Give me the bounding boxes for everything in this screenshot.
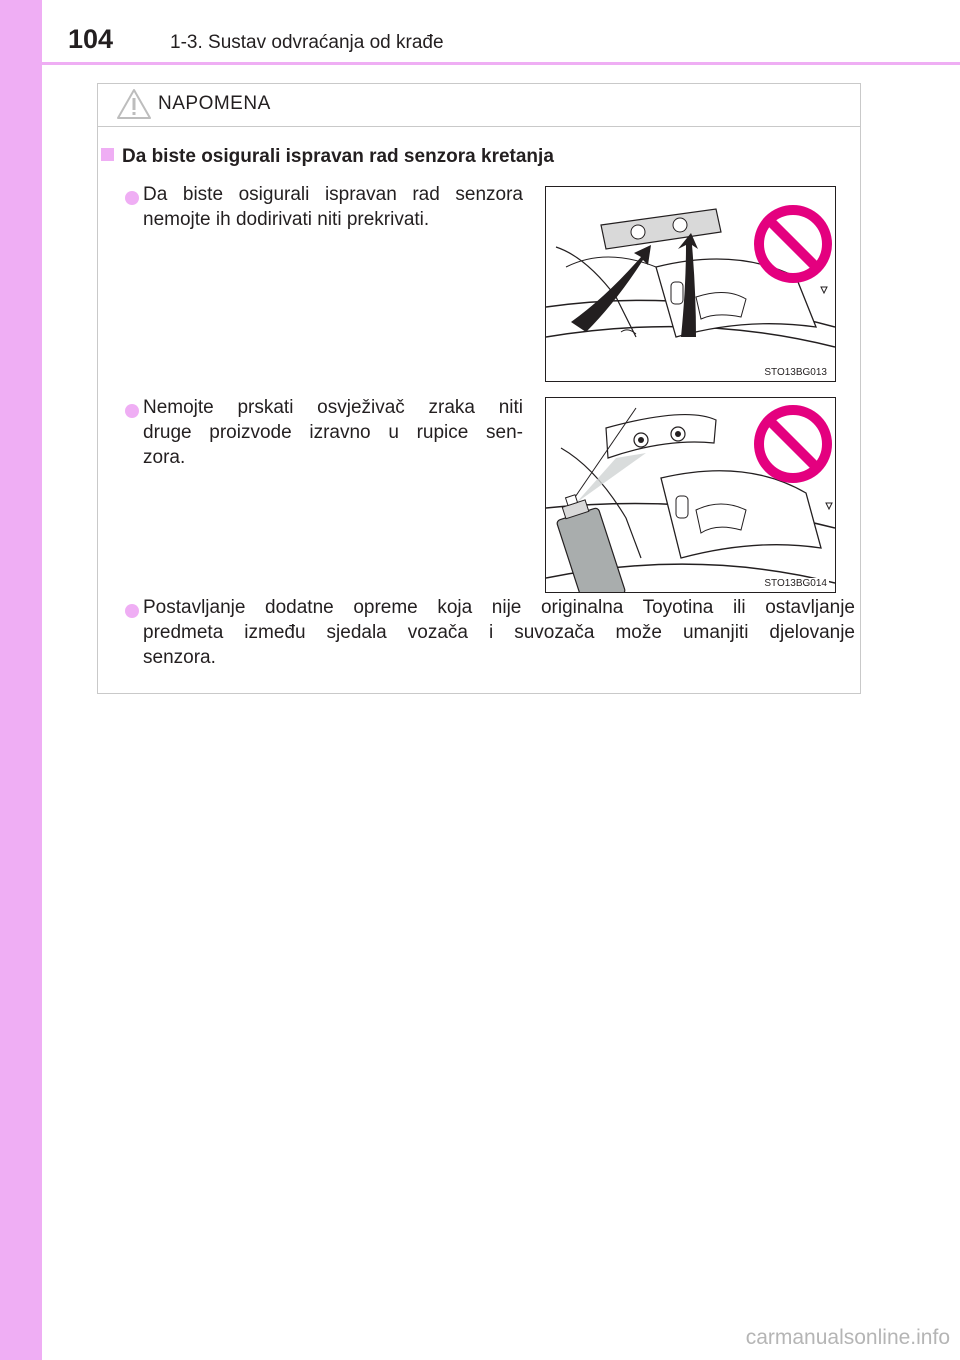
bullet-item-touch (143, 182, 523, 232)
sensor-cover-drawing (546, 187, 835, 381)
illustration-code: STO13BG013 (764, 367, 827, 378)
subheading-text: Da biste osigurali ispravan rad senzora kretanja (122, 146, 554, 167)
warning-icon (116, 88, 152, 120)
prohibition-sign-icon (759, 210, 827, 278)
bullet-line: senzora. (143, 647, 216, 668)
bullet-line: zora. (143, 447, 186, 468)
bullet-item-accessories (143, 595, 855, 670)
bullet-line: predmeta između sjedala vozača i suvozača može umanjiti djelovanje (143, 622, 855, 643)
bullet-line: Nemojte prskati osvježivač zraka niti (143, 397, 523, 418)
illustration-no-spray (545, 397, 836, 593)
bullet-line: Da biste osigurali ispravan rad senzora (143, 184, 523, 205)
spray-sensor-drawing (546, 398, 835, 592)
note-title: NAPOMENA (158, 93, 271, 114)
illustration-do-not-cover (545, 186, 836, 382)
watermark: carmanualsonline.info (745, 1326, 950, 1349)
illustration-code: STO13BG014 (764, 578, 827, 589)
square-bullet-icon (101, 148, 114, 161)
note-box (97, 83, 861, 694)
side-color-strip (0, 0, 42, 1360)
bullet-dot-icon (125, 404, 139, 418)
page-header (42, 0, 960, 64)
bullet-item-spray (143, 395, 523, 470)
bullet-dot-icon (125, 191, 139, 205)
bullet-line: Postavljanje dodatne opreme koja nije originalna Toyotina ili ostavljanje (143, 597, 855, 618)
page-number: 104 (68, 24, 114, 54)
note-subheading (101, 146, 554, 168)
bullet-line: druge proizvode izravno u rupice sen- (143, 422, 523, 443)
header-rule (42, 62, 960, 65)
prohibition-sign-icon (759, 410, 827, 478)
section-title: 1-3. Sustav odvraćanja od krađe (170, 32, 444, 53)
bullet-dot-icon (125, 604, 139, 618)
bullet-line: nemojte ih dodirivati niti prekrivati. (143, 209, 430, 230)
note-header (98, 84, 860, 127)
